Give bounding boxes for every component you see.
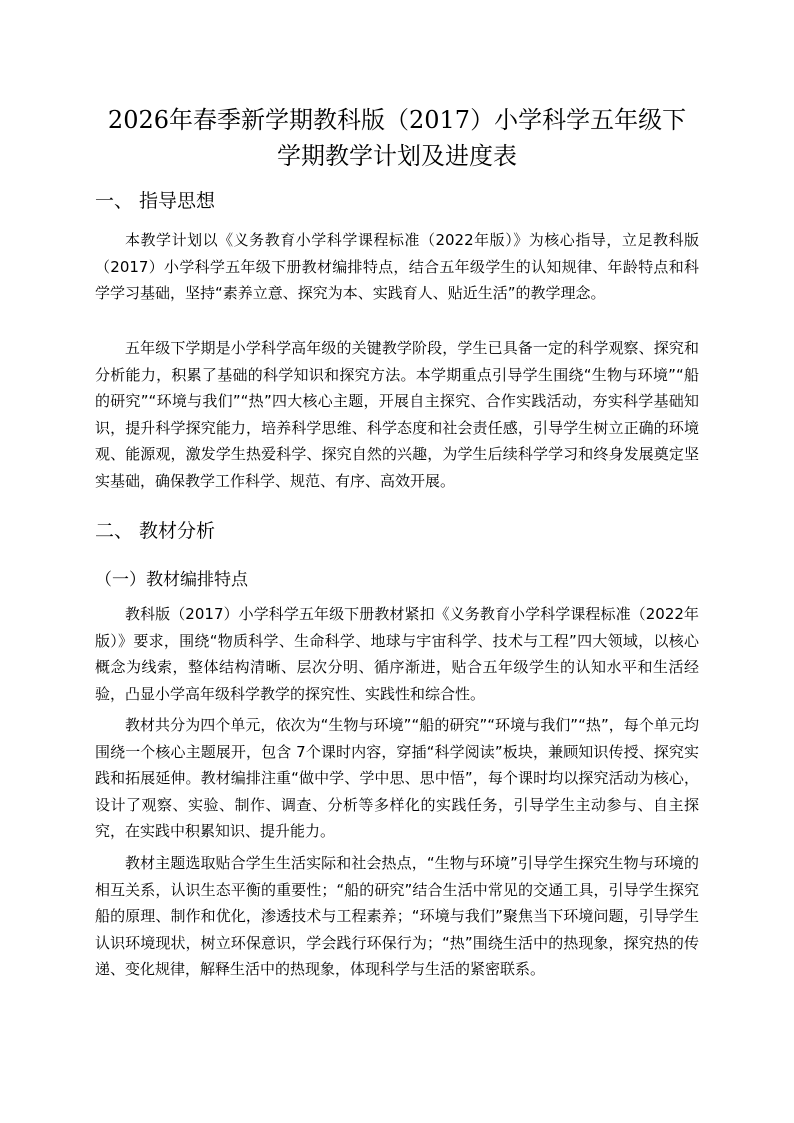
- subsection-heading-compilation-features: （一）教材编排特点: [95, 570, 248, 590]
- paragraph-guiding-1: 本教学计划以《义务教育小学科学课程标准（2022年版）》为核心指导，立足教科版（2017）小学科学五年级下册教材编排特点，结合五年级学生的认知规律、年龄特点和科学学习基础，坚持“素养立意、探究为本、实践育人、贴近生活”的教学理念。: [95, 231, 699, 302]
- paragraph-textbook-1: 教科版（2017）小学科学五年级下册教材紧扣《义务教育小学科学课程标准（2022年版）》要求，围绕“物质科学、生命科学、地球与宇宙科学、技术与工程”四大领域，以核心概念为线索，整体结构清晰、层次分明、循序渐进，贴合五年级学生的认知水平和生活经验，凸显小学高年级科学教学的探究性、实践性和综合性。: [95, 605, 699, 703]
- section-heading-guiding-ideology: 一、 指导思想: [95, 190, 216, 212]
- document-title: 2026年春季新学期教科版（2017）小学科学五年级下学期教学计划及进度表: [107, 106, 687, 170]
- paragraph-textbook-3: 教材主题选取贴合学生生活实际和社会热点，“生物与环境”引导学生探究生物与环境的相互关系，认识生态平衡的重要性；“船的研究”结合生活中常见的交通工具，引导学生探究船的原理、制作和优化，渗透技术与工程素养；“环境与我们”聚焦当下环境问题，引导学生认识环境现状，树立环保意识，学会践行环保行为；“热”围绕生活中的热现象，探究热的传递、变化规律，解释生活中的热现象，体现科学与生活的紧密联系。: [95, 854, 699, 978]
- paragraph-guiding-2: 五年级下学期是小学科学高年级的关键教学阶段，学生已具备一定的科学观察、探究和分析能力，积累了基础的科学知识和探究方法。本学期重点引导学生围绕“生物与环境”“船的研究”“环境与我们”“热”四大核心主题，开展自主探究、合作实践活动，夯实科学基础知识，提升科学探究能力，培养科学思维、科学态度和社会责任感，引导学生树立正确的环境观、能源观，激发学生热爱科学、探究自然的兴趣，为学生后续科学学习和终身发展奠定坚实基础，确保教学工作科学、规范、有序、高效开展。: [95, 339, 699, 490]
- section-heading-textbook-analysis: 二、 教材分析: [95, 520, 216, 542]
- paragraph-textbook-2: 教材共分为四个单元，依次为“生物与环境”“船的研究”“环境与我们”“热”，每个单元均围绕一个核心主题展开，包含 7个课时内容，穿插“科学阅读”板块，兼顾知识传授、探究实践和拓展延伸。教材编排注重“做中学、学中思、思中悟”，每个课时均以探究活动为核心，设计了观察、实验、制作、调查、分析等多样化的实践任务，引导学生主动参与、自主探究，在实践中积累知识、提升能力。: [95, 716, 699, 840]
